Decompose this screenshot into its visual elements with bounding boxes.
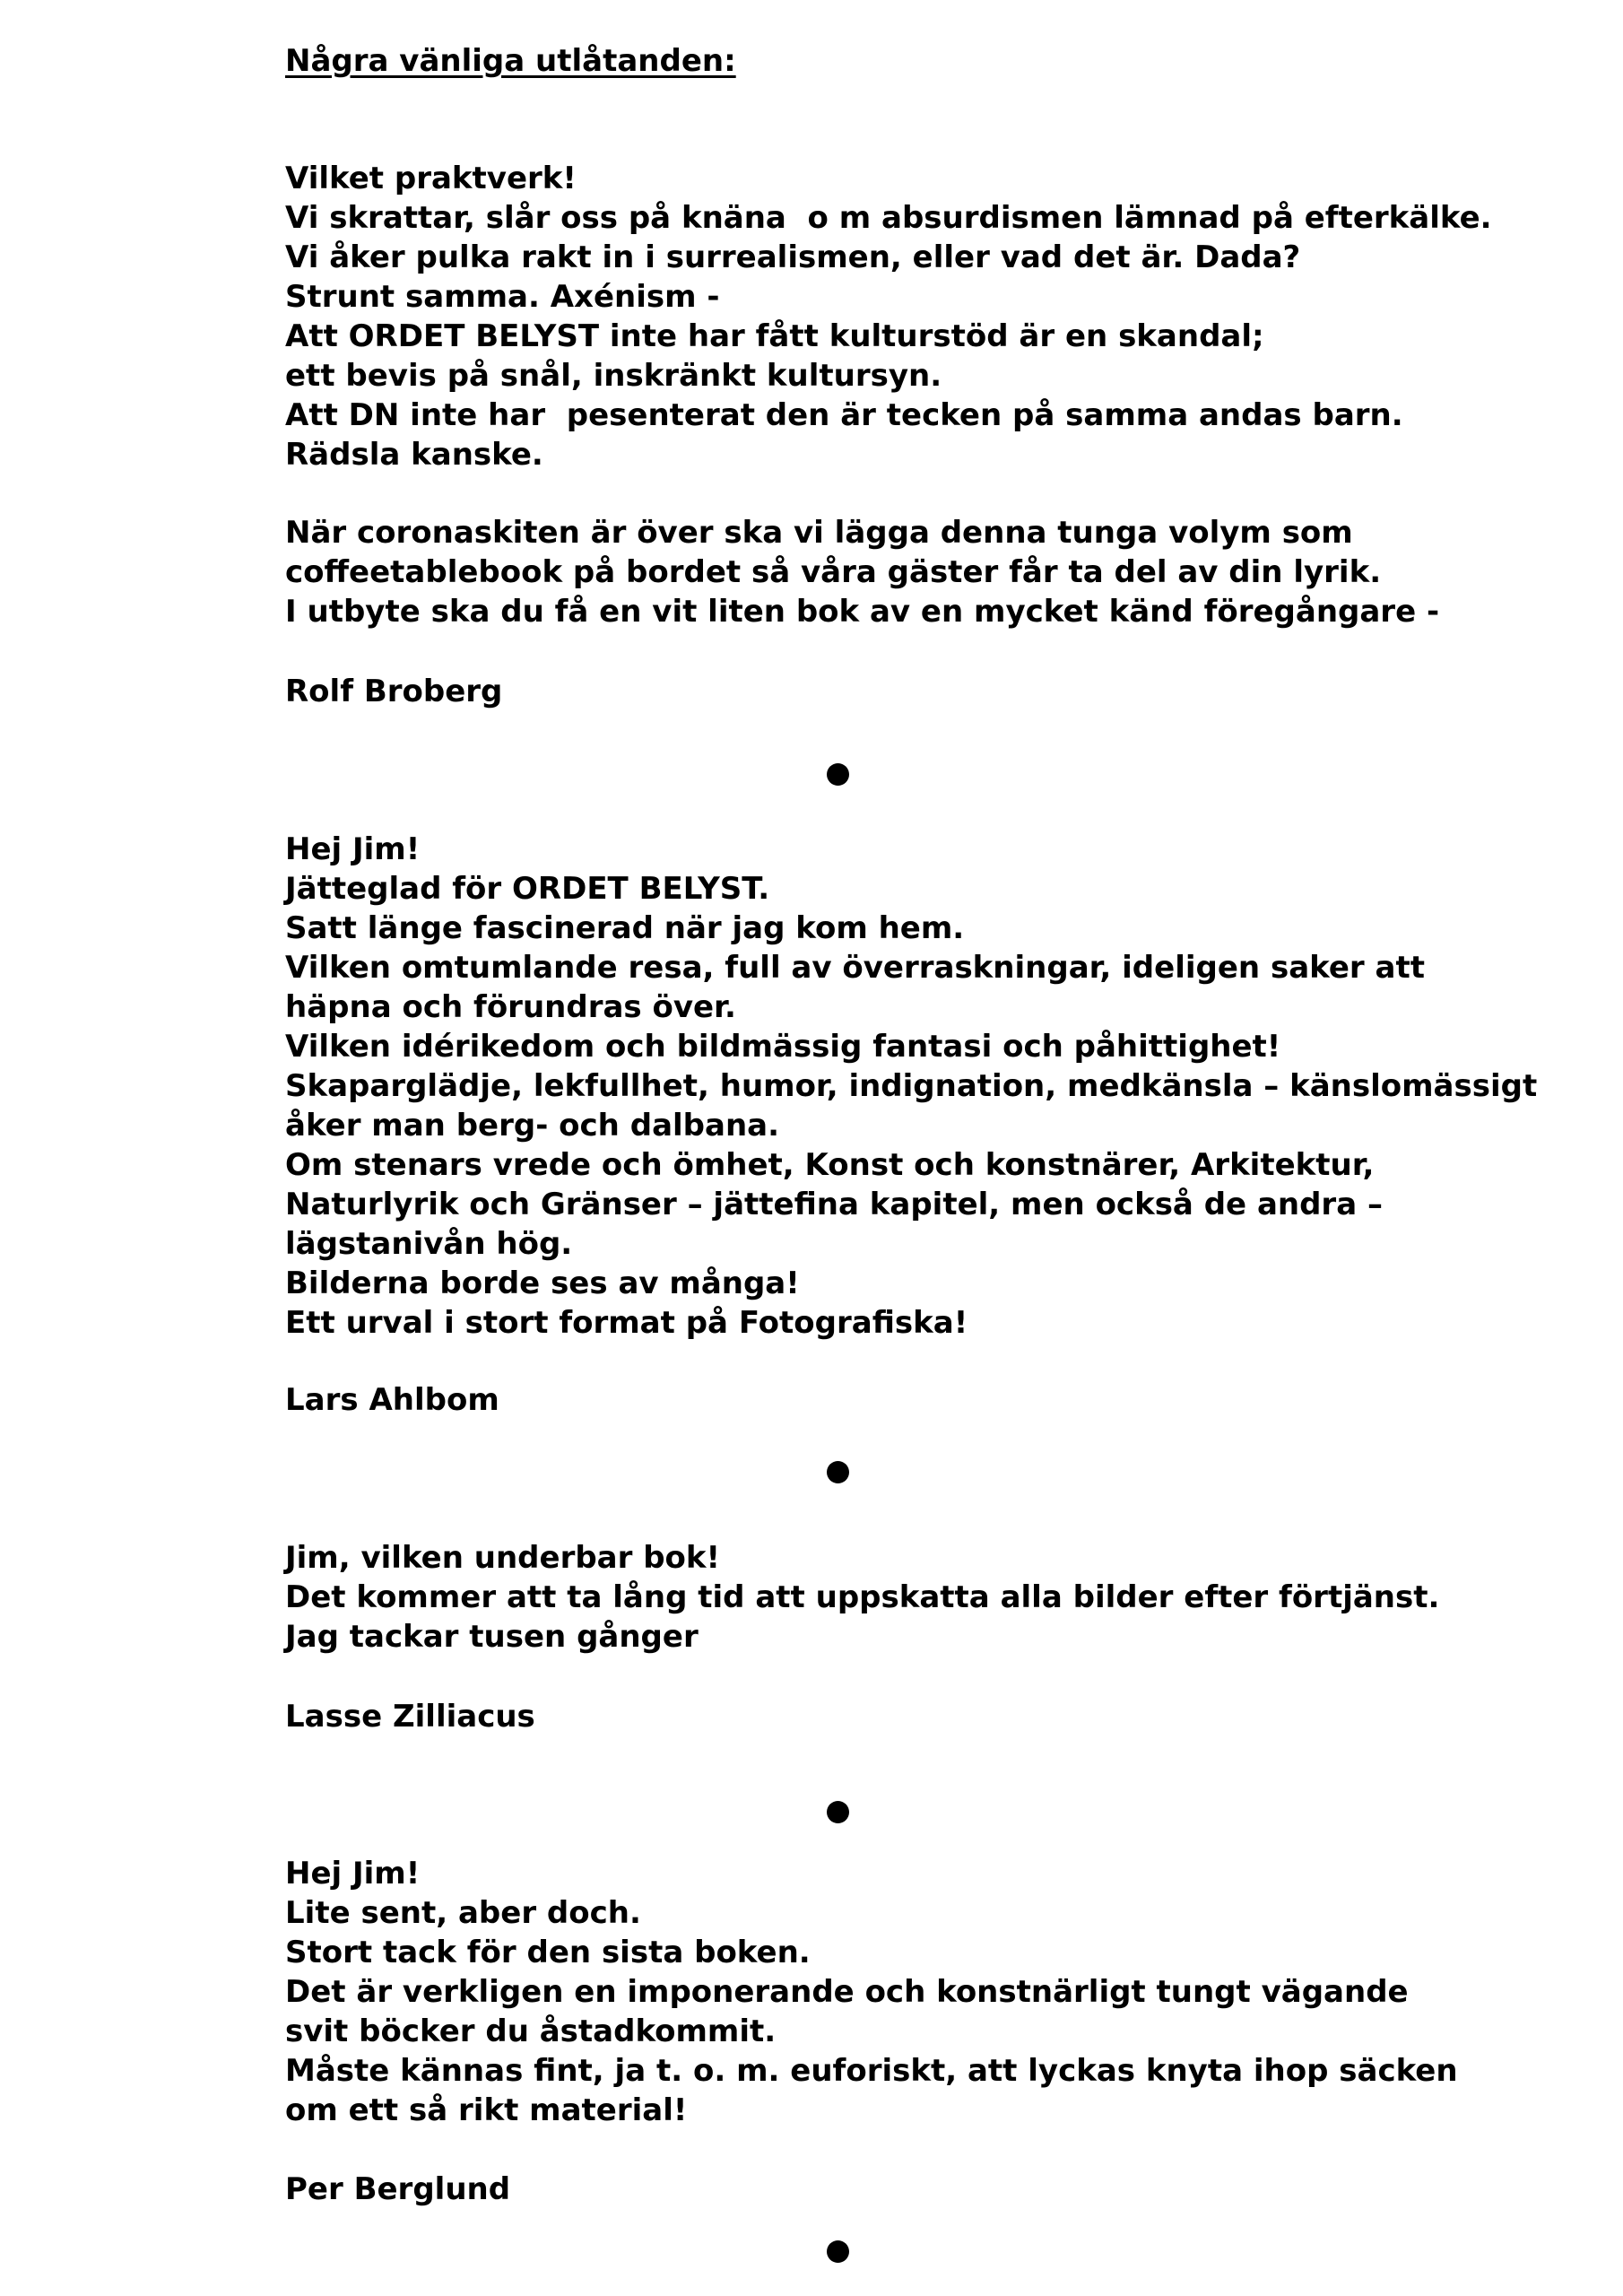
text-line: Bilderna borde ses av många! xyxy=(285,1265,800,1301)
document-page xyxy=(285,0,1538,2296)
separator-dot xyxy=(827,1461,849,1483)
testimonial-2-author: Lars Ahlbom xyxy=(285,1382,499,1418)
text-line: Skaparglädje, lekfullhet, humor, indignation, medkänsla – känslomässigt xyxy=(285,1068,1538,1104)
text-line: Vi åker pulka rakt in i surrealismen, eller vad det är. Dada? xyxy=(285,239,1301,275)
text-line: häpna och förundras över. xyxy=(285,989,736,1025)
text-line: Det kommer att ta lång tid att uppskatta alla bilder efter förtjänst. xyxy=(285,1579,1440,1615)
text-line: Strunt samma. Axénism - xyxy=(285,279,720,315)
testimonial-1-paragraph-1 xyxy=(285,159,1492,474)
text-line: Jätteglad för ORDET BELYST. xyxy=(285,871,770,907)
testimonial-1-author: Rolf Broberg xyxy=(285,674,503,709)
text-line: åker man berg- och dalbana. xyxy=(285,1108,780,1144)
separator-dot xyxy=(827,763,849,786)
text-line: Vilken idérikedom och bildmässig fantasi och påhittighet! xyxy=(285,1029,1281,1065)
text-line: Stort tack för den sista boken. xyxy=(285,1935,811,1970)
text-line: Hej Jim! xyxy=(285,831,421,867)
testimonial-2-paragraph-1 xyxy=(285,830,1538,1343)
testimonial-4-author: Per Berglund xyxy=(285,2171,511,2207)
separator-dot xyxy=(827,2240,849,2263)
testimonial-4-paragraph-1 xyxy=(285,1854,1458,2130)
text-line: I utbyte ska du få en vit liten bok av en mycket känd föregångare - xyxy=(285,594,1440,630)
text-line: Vilken omtumlande resa, full av överraskningar, ideligen saker att xyxy=(285,950,1425,986)
text-line: Att ORDET BELYST inte har fått kulturstöd är en skandal; xyxy=(285,318,1264,354)
text-line: lägstanivån hög. xyxy=(285,1226,573,1262)
text-line: Det är verkligen en imponerande och konstnärligt tungt vägande xyxy=(285,1974,1409,2010)
text-line: Jag tackar tusen gånger xyxy=(285,1619,699,1655)
text-line: Rädsla kanske. xyxy=(285,437,543,473)
text-line: Ett urval i stort format på Fotografiska! xyxy=(285,1305,968,1341)
text-line: Måste kännas fint, ja t. o. m. euforiskt, att lyckas knyta ihop säcken xyxy=(285,2053,1458,2089)
testimonial-3-paragraph-1 xyxy=(285,1538,1451,1657)
text-line: Naturlyrik och Gränser – jättefina kapitel, men också de andra – xyxy=(285,1187,1383,1222)
text-line: svit böcker du åstadkommit. xyxy=(285,2013,777,2049)
text-line: ett bevis på snål, inskränkt kultursyn. xyxy=(285,358,942,394)
testimonial-1-paragraph-2 xyxy=(285,513,1451,631)
text-line: Jim, vilken underbar bok! xyxy=(285,1540,721,1576)
text-line: Hej Jim! xyxy=(285,1856,421,1892)
testimonial-3-author: Lasse Zilliacus xyxy=(285,1699,535,1735)
separator-dot xyxy=(827,1801,849,1823)
text-line: om ett så rikt material! xyxy=(285,2092,688,2128)
text-line: Vi skrattar, slår oss på knäna o m absurdismen lämnad på efterkälke. xyxy=(285,200,1492,236)
text-line: När coronaskiten är över ska vi lägga denna tunga volym som xyxy=(285,515,1353,551)
page-heading: Några vänliga utlåtanden: xyxy=(285,43,736,79)
text-line: Vilket praktverk! xyxy=(285,161,577,196)
text-line: Satt länge fascinerad när jag kom hem. xyxy=(285,910,965,946)
text-line: Om stenars vrede och ömhet, Konst och konstnärer, Arkitektur, xyxy=(285,1147,1375,1183)
text-line: Att DN inte har pesenterat den är tecken på samma andas barn. xyxy=(285,397,1403,433)
text-line: coffeetablebook på bordet så våra gäster får ta del av din lyrik. xyxy=(285,554,1382,590)
text-line: Lite sent, aber doch. xyxy=(285,1895,641,1931)
